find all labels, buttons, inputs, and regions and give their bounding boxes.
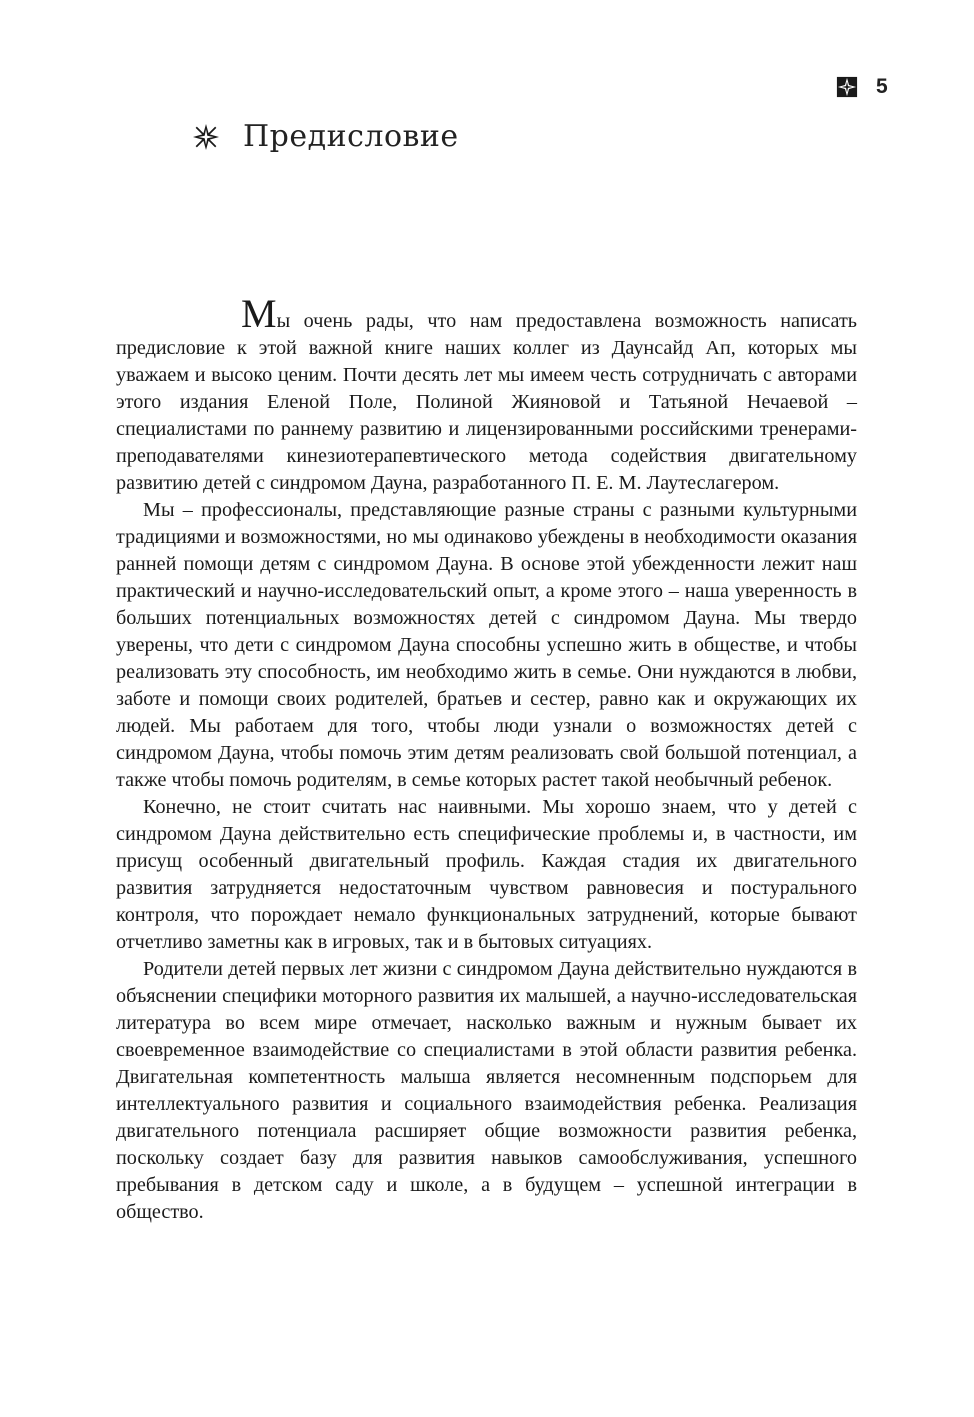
body-text bbox=[116, 291, 857, 1226]
chapter-heading bbox=[193, 117, 459, 157]
dropcap: М bbox=[241, 291, 277, 336]
page-title: Предисловие bbox=[243, 119, 459, 154]
four-point-star-ornament-icon bbox=[193, 124, 219, 150]
paragraph: Конечно, не стоит считать нас наивными. Мы хорошо знаем, что у детей с синдромом Дауна действительно есть специфические проблемы и, в частности, им присущ особенный двигательный профиль. Каждая стадия их двигательного развития затрудняется недостаточным чувством равновесия и постурального контроля, что порождает немало функциональных затруднений, которые бывают отчетливо заметны как в игровых, так и в бытовых ситуациях. bbox=[116, 796, 857, 953]
four-point-star-ornament-icon bbox=[836, 76, 858, 98]
paragraph-text: ы очень рады, что нам предоставлена возможность написать предисловие к этой важной книге наших коллег из Даунсайд Ап, которых мы уважаем и высоко ценим. Почти десять лет мы имеем честь сотрудничать с авторами этого издания Еленой Поле, Полиной Жияновой и Татьяной Нечаевой – специалистами по раннему развитию и лицензированными российскими тренерами-преподавателями кинезиотерапевтического метода содействия двигательному развитию детей с синдромом Дауна, разработанного П. Е. М. Лаутеслагером. bbox=[116, 310, 857, 494]
paragraph: Мы – профессионалы, представляющие разные страны с разными культурными традициями и возможностями, но мы одинаково убеждены в необходимости оказания ранней помощи детям с синдромом Дауна. В основе этой убежденности лежит наш практический и научно-исследовательский опыт, а кроме этого – наша уверенность в больших потенциальных возможностях детей с синдромом Дауна. Мы твердо уверены, что дети с синдромом Дауна способны успешно жить в обществе, и чтобы реализовать эту способность, им необходимо жить в семье. Они нуждаются в любви, заботе и помощи своих родителей, братьев и сестер, равно как и окружающих их людей. Мы работаем для того, чтобы люди узнали о возможностях детей с синдромом Дауна, чтобы помочь этим детям реализовать свой большой потенциал, а также чтобы помочь родителям, в семье которых растет такой необычный ребенок. bbox=[116, 499, 857, 791]
page-number: 5 bbox=[876, 75, 888, 98]
paragraph bbox=[116, 291, 857, 497]
paragraph: Родители детей первых лет жизни с синдромом Дауна действительно нуждаются в объяснении специфики моторного развития их малышей, а научно-исследовательская литература во всем мире отмечает, насколько важным и нужным бывает их своевременное взаимодействие со специалистами в этой области развития ребенка. Двигательная компетентность малыша является несомненным подспорьем для интеллектуального развития и социального взаимодействия ребенка. Реализация двигательного потенциала расширяет общие возможности развития ребенка, поскольку создает базу для развития навыков самообслуживания, успешного пребывания в детском саду и школе, а в будущем – успешной интеграции в общество. bbox=[116, 958, 857, 1223]
page-header bbox=[836, 76, 888, 98]
